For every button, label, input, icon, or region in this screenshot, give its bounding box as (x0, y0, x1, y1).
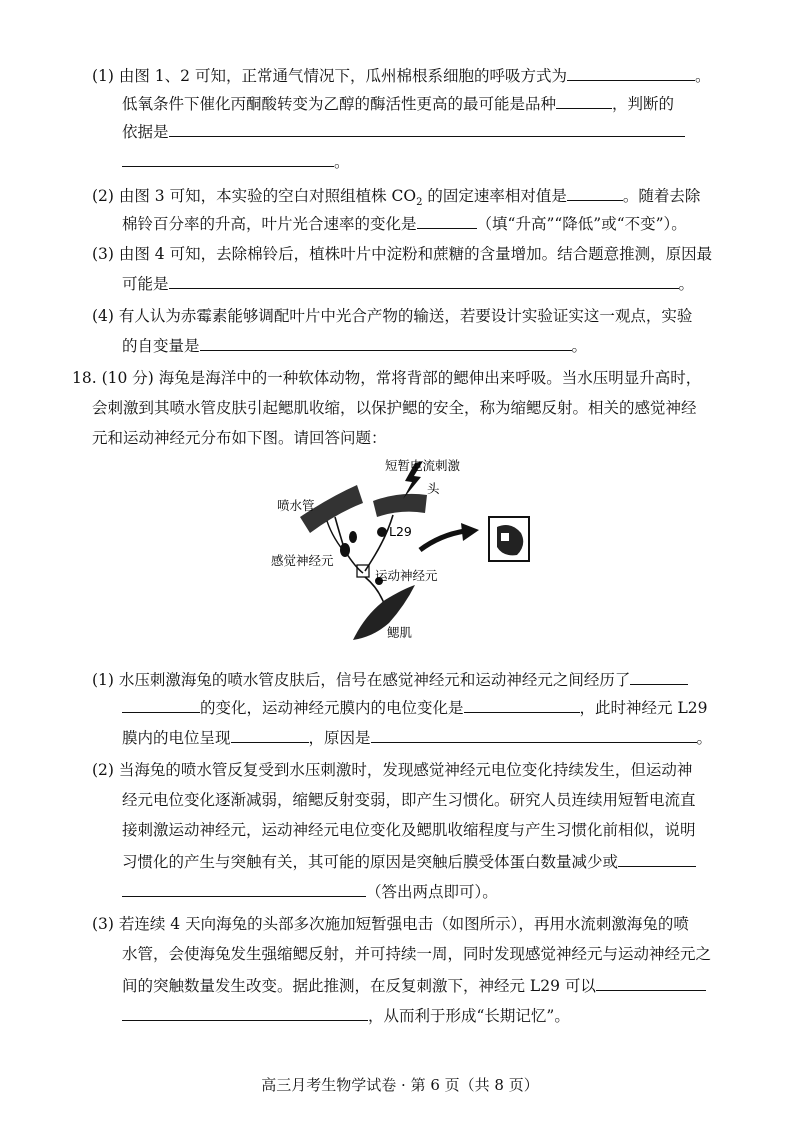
text: (1) 由图 1、2 可知，正常通气情况下，瓜州棉根系细胞的呼吸方式为 (92, 67, 567, 85)
q18-p2-line1: (2) 当海兔的喷水管反复受到水压刺激时，发现感觉神经元电位变化持续发生，但运动神 (92, 761, 693, 779)
q18-p1-line3 (122, 726, 712, 748)
q18-p3-line2: 水管，会使海兔发生强缩鳃反射，并可持续一周，同时发现感觉神经元与运动神经元之 (122, 945, 712, 963)
head-skin (373, 494, 427, 517)
answer-blank[interactable] (556, 92, 612, 109)
q18-p2-line5 (122, 880, 498, 902)
neuron-diagram-svg (265, 455, 535, 650)
label-l29: L29 (389, 524, 412, 539)
text: 的固定速率相对值是 (422, 187, 567, 205)
answer-blank[interactable] (122, 880, 366, 897)
q17-p1-line1 (92, 64, 710, 86)
text: 。 (694, 67, 711, 85)
q17-p3-line1: (3) 由图 4 可知，去除棉铃后，植株叶片中淀粉和蔗糖的含量增加。结合题意推测，原因最 (92, 245, 713, 263)
text: 的自变量是 (122, 337, 200, 355)
text: 。 (334, 153, 350, 171)
q18-p2-line4 (122, 850, 696, 872)
answer-blank[interactable] (618, 850, 696, 867)
text: ，原因是 (308, 729, 371, 747)
sensory-cell-body (340, 543, 350, 557)
answer-blank[interactable] (464, 696, 580, 713)
answer-blank[interactable] (567, 184, 623, 201)
answer-blank[interactable] (122, 1004, 368, 1021)
q17-p1-line3 (122, 120, 685, 142)
sensory-cell-body-2 (349, 531, 357, 543)
text: 可能是 (122, 275, 169, 293)
label-sensory: 感觉神经元 (271, 553, 334, 568)
arrow (420, 531, 465, 550)
page-footer: 高三月考生物学试卷 · 第 6 页（共 8 页） (261, 1076, 539, 1094)
subscript: 2 (416, 197, 423, 209)
l29-cell-body (377, 527, 387, 537)
answer-blank[interactable] (417, 212, 477, 229)
q18-p1-line1 (92, 668, 688, 690)
answer-blank[interactable] (200, 334, 572, 351)
q17-p2-line2 (122, 212, 687, 234)
text: 。 (696, 729, 713, 747)
text: 习惯化的产生与突触有关，其可能的原因是突触后膜受体蛋白数量减少或 (122, 853, 619, 871)
text: ，判断的 (612, 95, 675, 113)
q17-p2-line1 (92, 184, 700, 213)
text: (2) 由图 3 可知，本实验的空白对照组植株 CO (92, 187, 417, 205)
q18-intro-line1: 18. (10 分) 海兔是海洋中的一种软体动物，常将背部的鳃伸出来呼吸。当水压明显升高时， (72, 369, 702, 387)
text: 低氧条件下催化丙酮酸转变为乙醇的酶活性更高的最可能是品种 (122, 95, 557, 113)
answer-blank[interactable] (122, 696, 200, 713)
answer-blank[interactable] (596, 974, 706, 991)
text: 。 (571, 337, 588, 355)
text: （答出两点即可）。 (366, 883, 498, 901)
label-stimulus: 短暂电流刺激 (385, 458, 461, 473)
q17-p3-line2 (122, 272, 694, 294)
label-gill: 鳃肌 (387, 625, 413, 640)
answer-blank[interactable] (231, 726, 309, 743)
answer-blank[interactable] (122, 150, 334, 167)
text: 的变化，运动神经元膜内的电位变化是 (200, 699, 464, 717)
text: ，从而利于形成“长期记忆”。 (368, 1007, 570, 1025)
text: 棉铃百分率的升高，叶片光合速率的变化是 (122, 215, 417, 233)
q18-intro-line2: 会刺激到其喷水管皮肤引起鳃肌收缩，以保护鳃的安全，称为缩鳃反射。相关的感觉神经 (92, 399, 697, 417)
q18-p3-line1: (3) 若连续 4 天向海兔的头部多次施加短暂强电击（如图所示），再用水流刺激海兔的喷 (92, 915, 689, 933)
neuron-diagram (265, 455, 535, 650)
q17-p4-line2 (122, 334, 587, 356)
q18-p3-line4 (122, 1004, 570, 1026)
text: ，此时神经元 L29 (579, 699, 708, 717)
q18-p1-line2 (122, 696, 707, 718)
inset-detail (501, 533, 509, 541)
q17-p1-line2 (122, 92, 674, 114)
q18-p2-line3: 接刺激运动神经元，运动神经元电位变化及鳃肌收缩程度与产生习惯化前相似，说明 (122, 821, 696, 839)
q18-p2-line2: 经元电位变化逐渐减弱，缩鳃反射变弱，即产生习惯化。研究人员连续用短暂电流直 (122, 791, 696, 809)
q18-p3-line3 (122, 974, 706, 996)
label-head: 头 (427, 481, 440, 496)
q18-intro-line3: 元和运动神经元分布如下图。请回答问题： (92, 429, 387, 447)
label-siphon: 喷水管 (277, 498, 315, 513)
label-motor: 运动神经元 (375, 568, 438, 583)
answer-blank[interactable] (567, 64, 695, 81)
q17-p4-line1: (4) 有人认为赤霉素能够调配叶片中光合产物的输送，若要设计实验证实这一观点，实验 (92, 307, 693, 325)
text: 膜内的电位呈现 (122, 729, 231, 747)
text: （填“升高”“降低”或“不变”）。 (476, 215, 687, 233)
text: 间的突触数量发生改变。据此推测，在反复刺激下，神经元 L29 可以 (122, 977, 596, 995)
answer-blank[interactable] (630, 668, 688, 685)
answer-blank[interactable] (169, 120, 685, 137)
text: 依据是 (122, 123, 169, 141)
answer-blank[interactable] (371, 726, 697, 743)
text: 。 (678, 275, 695, 293)
answer-blank[interactable] (169, 272, 679, 289)
arrow-head (461, 523, 479, 541)
text: 。随着去除 (622, 187, 701, 205)
q17-p1-line4 (122, 150, 350, 172)
text: (1) 水压刺激海兔的喷水管皮肤后，信号在感觉神经元和运动神经元之间经历了 (92, 671, 631, 689)
